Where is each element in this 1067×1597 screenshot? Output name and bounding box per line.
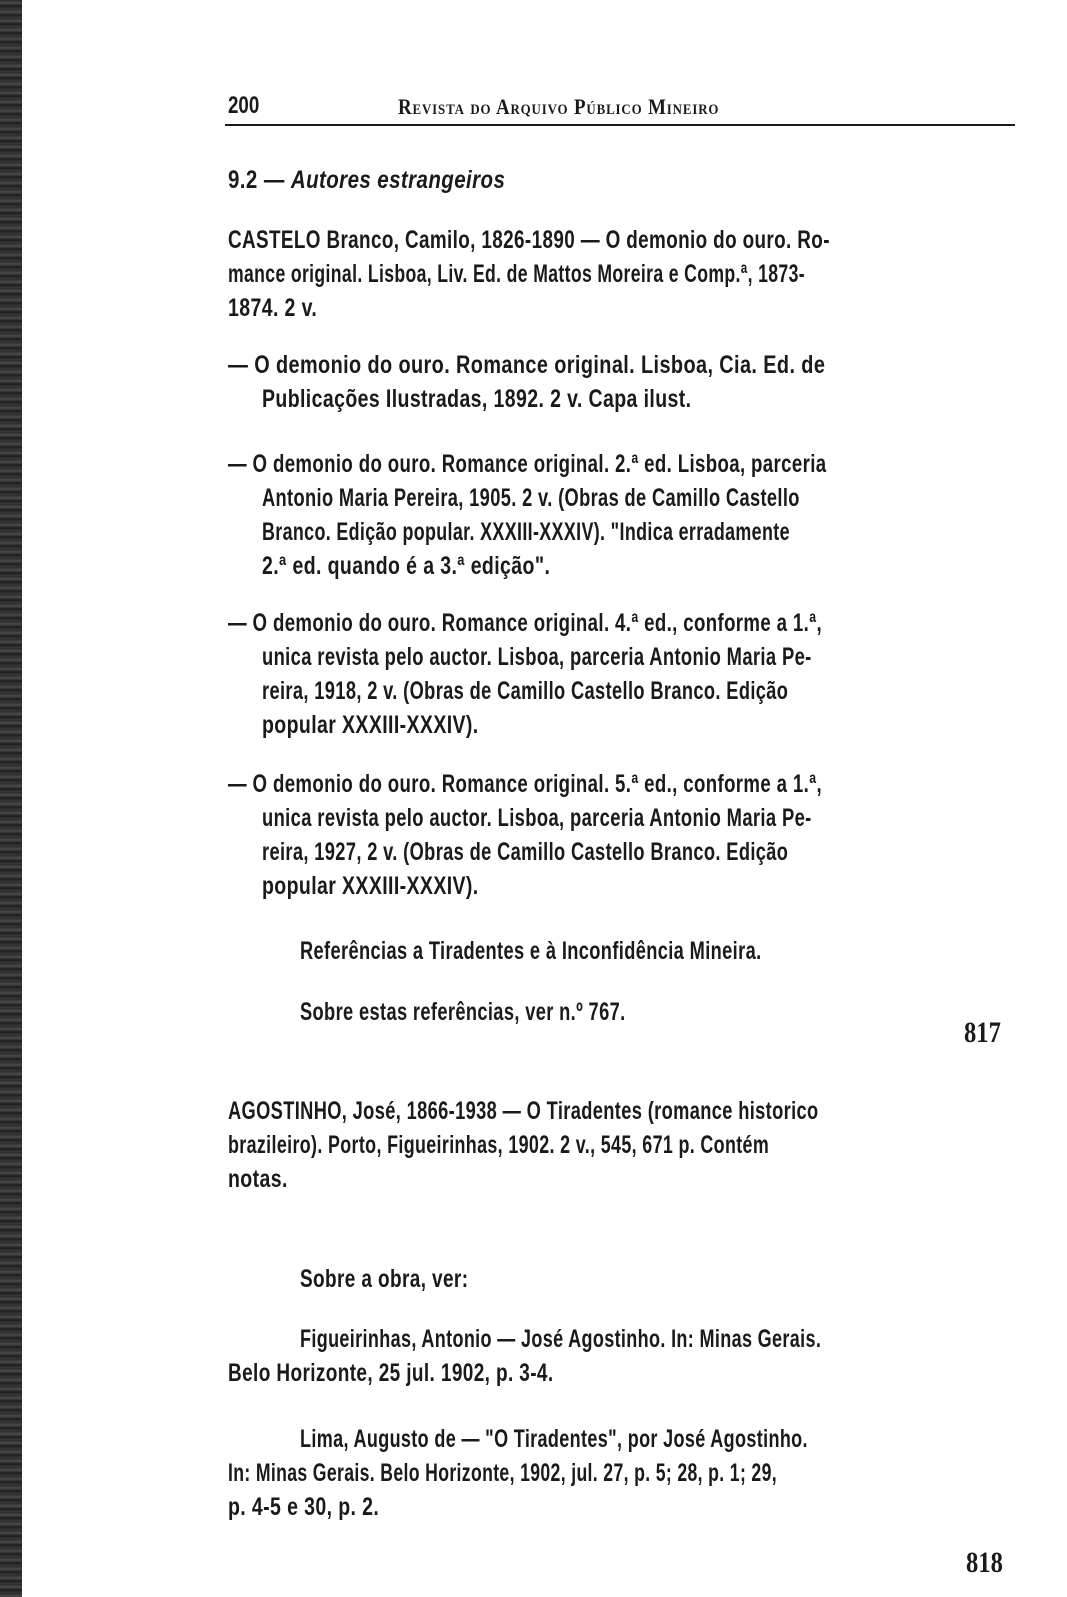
- section-title: Autores estrangeiros: [290, 166, 506, 194]
- edition-1918-line-3: reira, 1918, 2 v. (Obras de Camillo Castello Branco. Edição: [262, 677, 789, 705]
- entry-number-818: 818: [966, 1546, 1003, 1579]
- edition-1927-line-4: popular XXXIII-XXXIV).: [262, 872, 479, 900]
- entry-817-note-see-767: Sobre estas referências, ver n.º 767.: [300, 998, 626, 1026]
- edition-1905-line-1: — O demonio do ouro. Romance original. 2.ª ed. Lisboa, parceria: [228, 450, 827, 478]
- entry-818-line-3: notas.: [228, 1165, 288, 1193]
- edition-1918-line-1: — O demonio do ouro. Romance original. 4.ª ed., conforme a 1.ª,: [228, 609, 823, 637]
- section-heading: [228, 166, 505, 195]
- entry-817-line-3: 1874. 2 v.: [228, 294, 318, 322]
- edition-1892-line-2: Publicações Ilustradas, 1892. 2 v. Capa ilust.: [262, 385, 692, 413]
- section-separator: —: [263, 166, 285, 194]
- edition-1927-line-2: unica revista pelo auctor. Lisboa, parceria Antonio Maria Pe-: [262, 804, 812, 832]
- reference-lima-line-1: Lima, Augusto de — "O Tiradentes", por José Agostinho.: [300, 1425, 808, 1453]
- entry-818-line-2: brazileiro). Porto, Figueirinhas, 1902. 2 v., 545, 671 p. Contém: [228, 1131, 770, 1159]
- entry-817-line-1: CASTELO Branco, Camilo, 1826-1890 — O demonio do ouro. Ro-: [228, 226, 830, 254]
- journal-title: Revista do Arquivo Público Mineiro: [398, 94, 720, 119]
- reference-lima-line-3: p. 4-5 e 30, p. 2.: [228, 1493, 380, 1521]
- header-rule: [225, 124, 1015, 126]
- reference-lima-line-2: In: Minas Gerais. Belo Horizonte, 1902, jul. 27, p. 5; 28, p. 1; 29,: [228, 1459, 777, 1487]
- see-also-label: Sobre a obra, ver:: [300, 1265, 469, 1293]
- edition-1892-line-1: — O demonio do ouro. Romance original. Lisboa, Cia. Ed. de: [228, 351, 826, 379]
- entry-817-note-tiradentes: Referências a Tiradentes e à Inconfidência Mineira.: [300, 937, 762, 965]
- page-number: 200: [228, 92, 260, 119]
- edition-1918-line-4: popular XXXIII-XXXIV).: [262, 711, 479, 739]
- edition-1927-line-3: reira, 1927, 2 v. (Obras de Camillo Castello Branco. Edição: [262, 838, 789, 866]
- edition-1918-line-2: unica revista pelo auctor. Lisboa, parceria Antonio Maria Pe-: [262, 643, 812, 671]
- reference-figueirinhas-line-1: Figueirinhas, Antonio — José Agostinho. In: Minas Gerais.: [300, 1325, 822, 1353]
- edition-1905-line-4: 2.ª ed. quando é a 3.ª edição".: [262, 552, 551, 580]
- entry-818-line-1: AGOSTINHO, José, 1866-1938 — O Tiradentes (romance historico: [228, 1097, 819, 1125]
- edition-1927-line-1: — O demonio do ouro. Romance original. 5.ª ed., conforme a 1.ª,: [228, 770, 823, 798]
- entry-number-817: 817: [964, 1016, 1001, 1049]
- entry-817-line-2: mance original. Lisboa, Liv. Ed. de Mattos Moreira e Comp.ª, 1873-: [228, 260, 805, 288]
- edition-1905-line-2: Antonio Maria Pereira, 1905. 2 v. (Obras de Camillo Castello: [262, 484, 800, 512]
- reference-figueirinhas-line-2: Belo Horizonte, 25 jul. 1902, p. 3-4.: [228, 1359, 554, 1387]
- edition-1905-line-3: Branco. Edição popular. XXXIII-XXXIV). "Indica erradamente: [262, 518, 790, 546]
- section-number: 9.2: [228, 166, 258, 194]
- running-head: [228, 92, 1013, 122]
